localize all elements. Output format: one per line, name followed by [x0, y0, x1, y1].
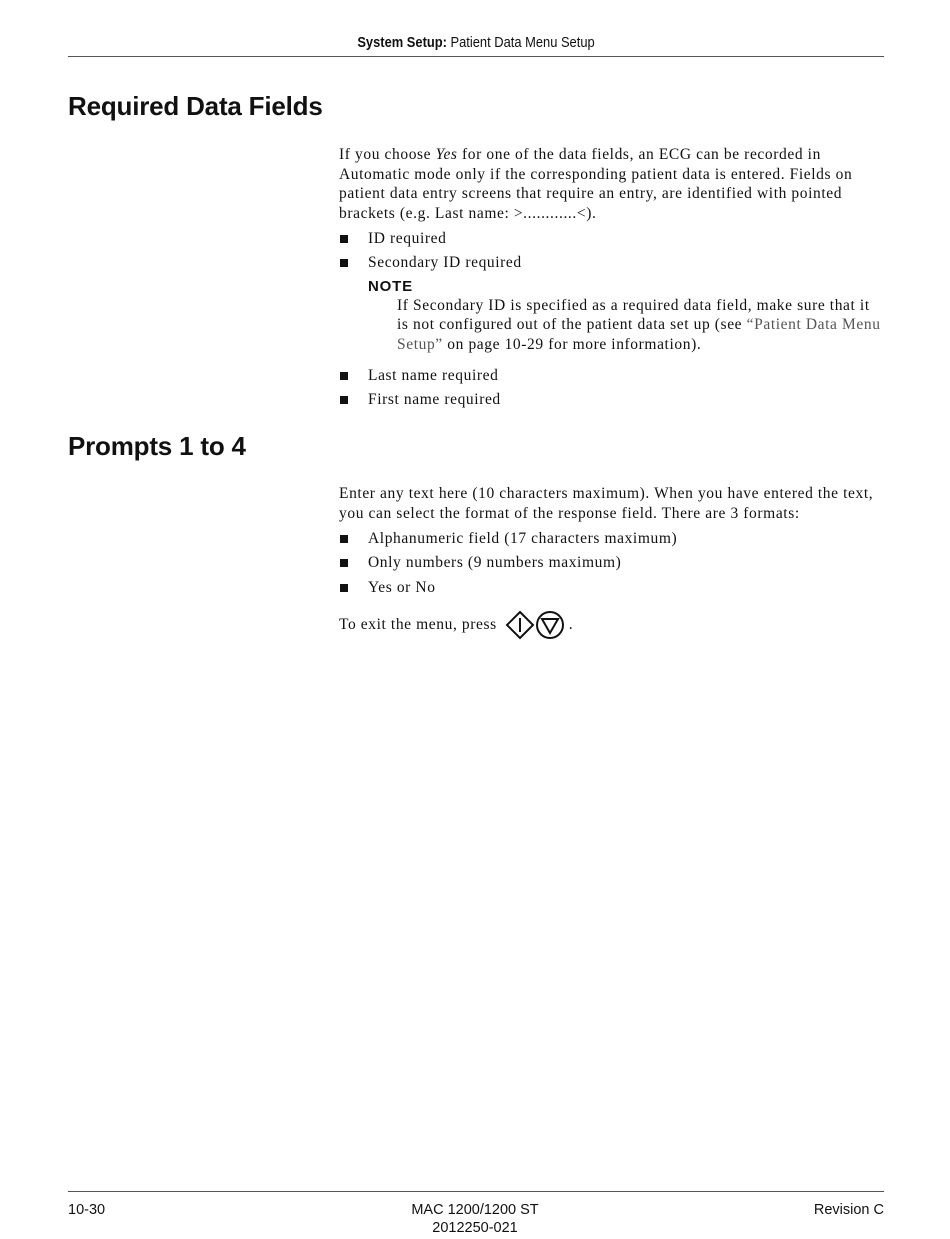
cross-reference-link[interactable]: “Patient Data Menu Setup” [397, 316, 881, 353]
exit-instruction [339, 610, 884, 640]
list-item-label: Secondary ID required [368, 254, 522, 272]
page-number: 10-30 [68, 1202, 106, 1218]
note-block [368, 278, 884, 355]
list-item-label: Yes or No [368, 578, 436, 596]
required-fields-list-continued [339, 364, 884, 413]
bullet-square-icon [340, 259, 348, 267]
required-fields-list [339, 227, 884, 276]
list-item [339, 527, 884, 551]
list-item-label: Alphanumeric field (17 characters maximum) [368, 530, 678, 547]
running-header [125, 34, 827, 51]
list-item-label: Only numbers (9 numbers maximum) [368, 554, 622, 572]
revision-label: Revision C [813, 1202, 884, 1218]
required-data-fields-body [339, 145, 884, 413]
list-item-label: First name required [368, 391, 501, 409]
bullet-square-icon [340, 584, 348, 592]
required-fields-intro [339, 145, 884, 223]
bullet-square-icon [340, 372, 348, 380]
list-item [339, 251, 884, 275]
heading-required-data-fields: Required Data Fields [68, 91, 323, 121]
list-item [339, 576, 884, 600]
bullet-square-icon [340, 559, 348, 567]
exit-text: To exit the menu, press [339, 616, 497, 634]
document-number: 2012250-021 [432, 1220, 518, 1236]
formats-list [339, 527, 884, 600]
heading-prompts: Prompts 1 to 4 [68, 431, 246, 461]
list-item-label: Last name required [368, 367, 499, 385]
footer-product-info [375, 1201, 575, 1237]
exit-key-icons [505, 610, 565, 640]
note-label: NOTE [368, 277, 413, 295]
prompts-intro: Enter any text here (10 characters maximum). When you have entered the text, you can select the format of the response field. There are 3 formats: [339, 485, 874, 522]
intro-text-start: If you choose [339, 146, 436, 163]
list-item-label: ID required [368, 230, 447, 247]
note-text-end: on page 10-29 for more information). [442, 335, 702, 353]
list-item [339, 388, 884, 412]
bullet-square-icon [340, 235, 348, 243]
header-rule [68, 56, 884, 57]
bullet-square-icon [340, 396, 348, 404]
stop-key-icon [535, 610, 565, 640]
product-name: MAC 1200/1200 ST [411, 1202, 539, 1218]
list-item [339, 551, 884, 575]
diamond-key-icon [505, 610, 535, 640]
intro-text-end: for one of the data fields, an ECG can be recorded in Automatic mode only if the corresponding patient data is entered. Fields on patient data entry screens that require an entry, are identified with pointed brackets (e.g. Last name: >............<). [339, 146, 853, 222]
header-section: System Setup: [357, 34, 447, 51]
footer-rule [68, 1191, 884, 1192]
bullet-square-icon [340, 535, 348, 543]
list-item [339, 227, 884, 251]
intro-emphasis: Yes [435, 146, 458, 163]
exit-period: . [568, 616, 574, 634]
list-item [339, 364, 884, 388]
note-text [397, 296, 884, 355]
note-text-start: If Secondary ID is specified as a required data field, make sure that it is not configured out of the patient data set up (see [397, 296, 870, 334]
header-subsection: Patient Data Menu Setup [450, 34, 595, 51]
prompts-body [339, 484, 884, 640]
